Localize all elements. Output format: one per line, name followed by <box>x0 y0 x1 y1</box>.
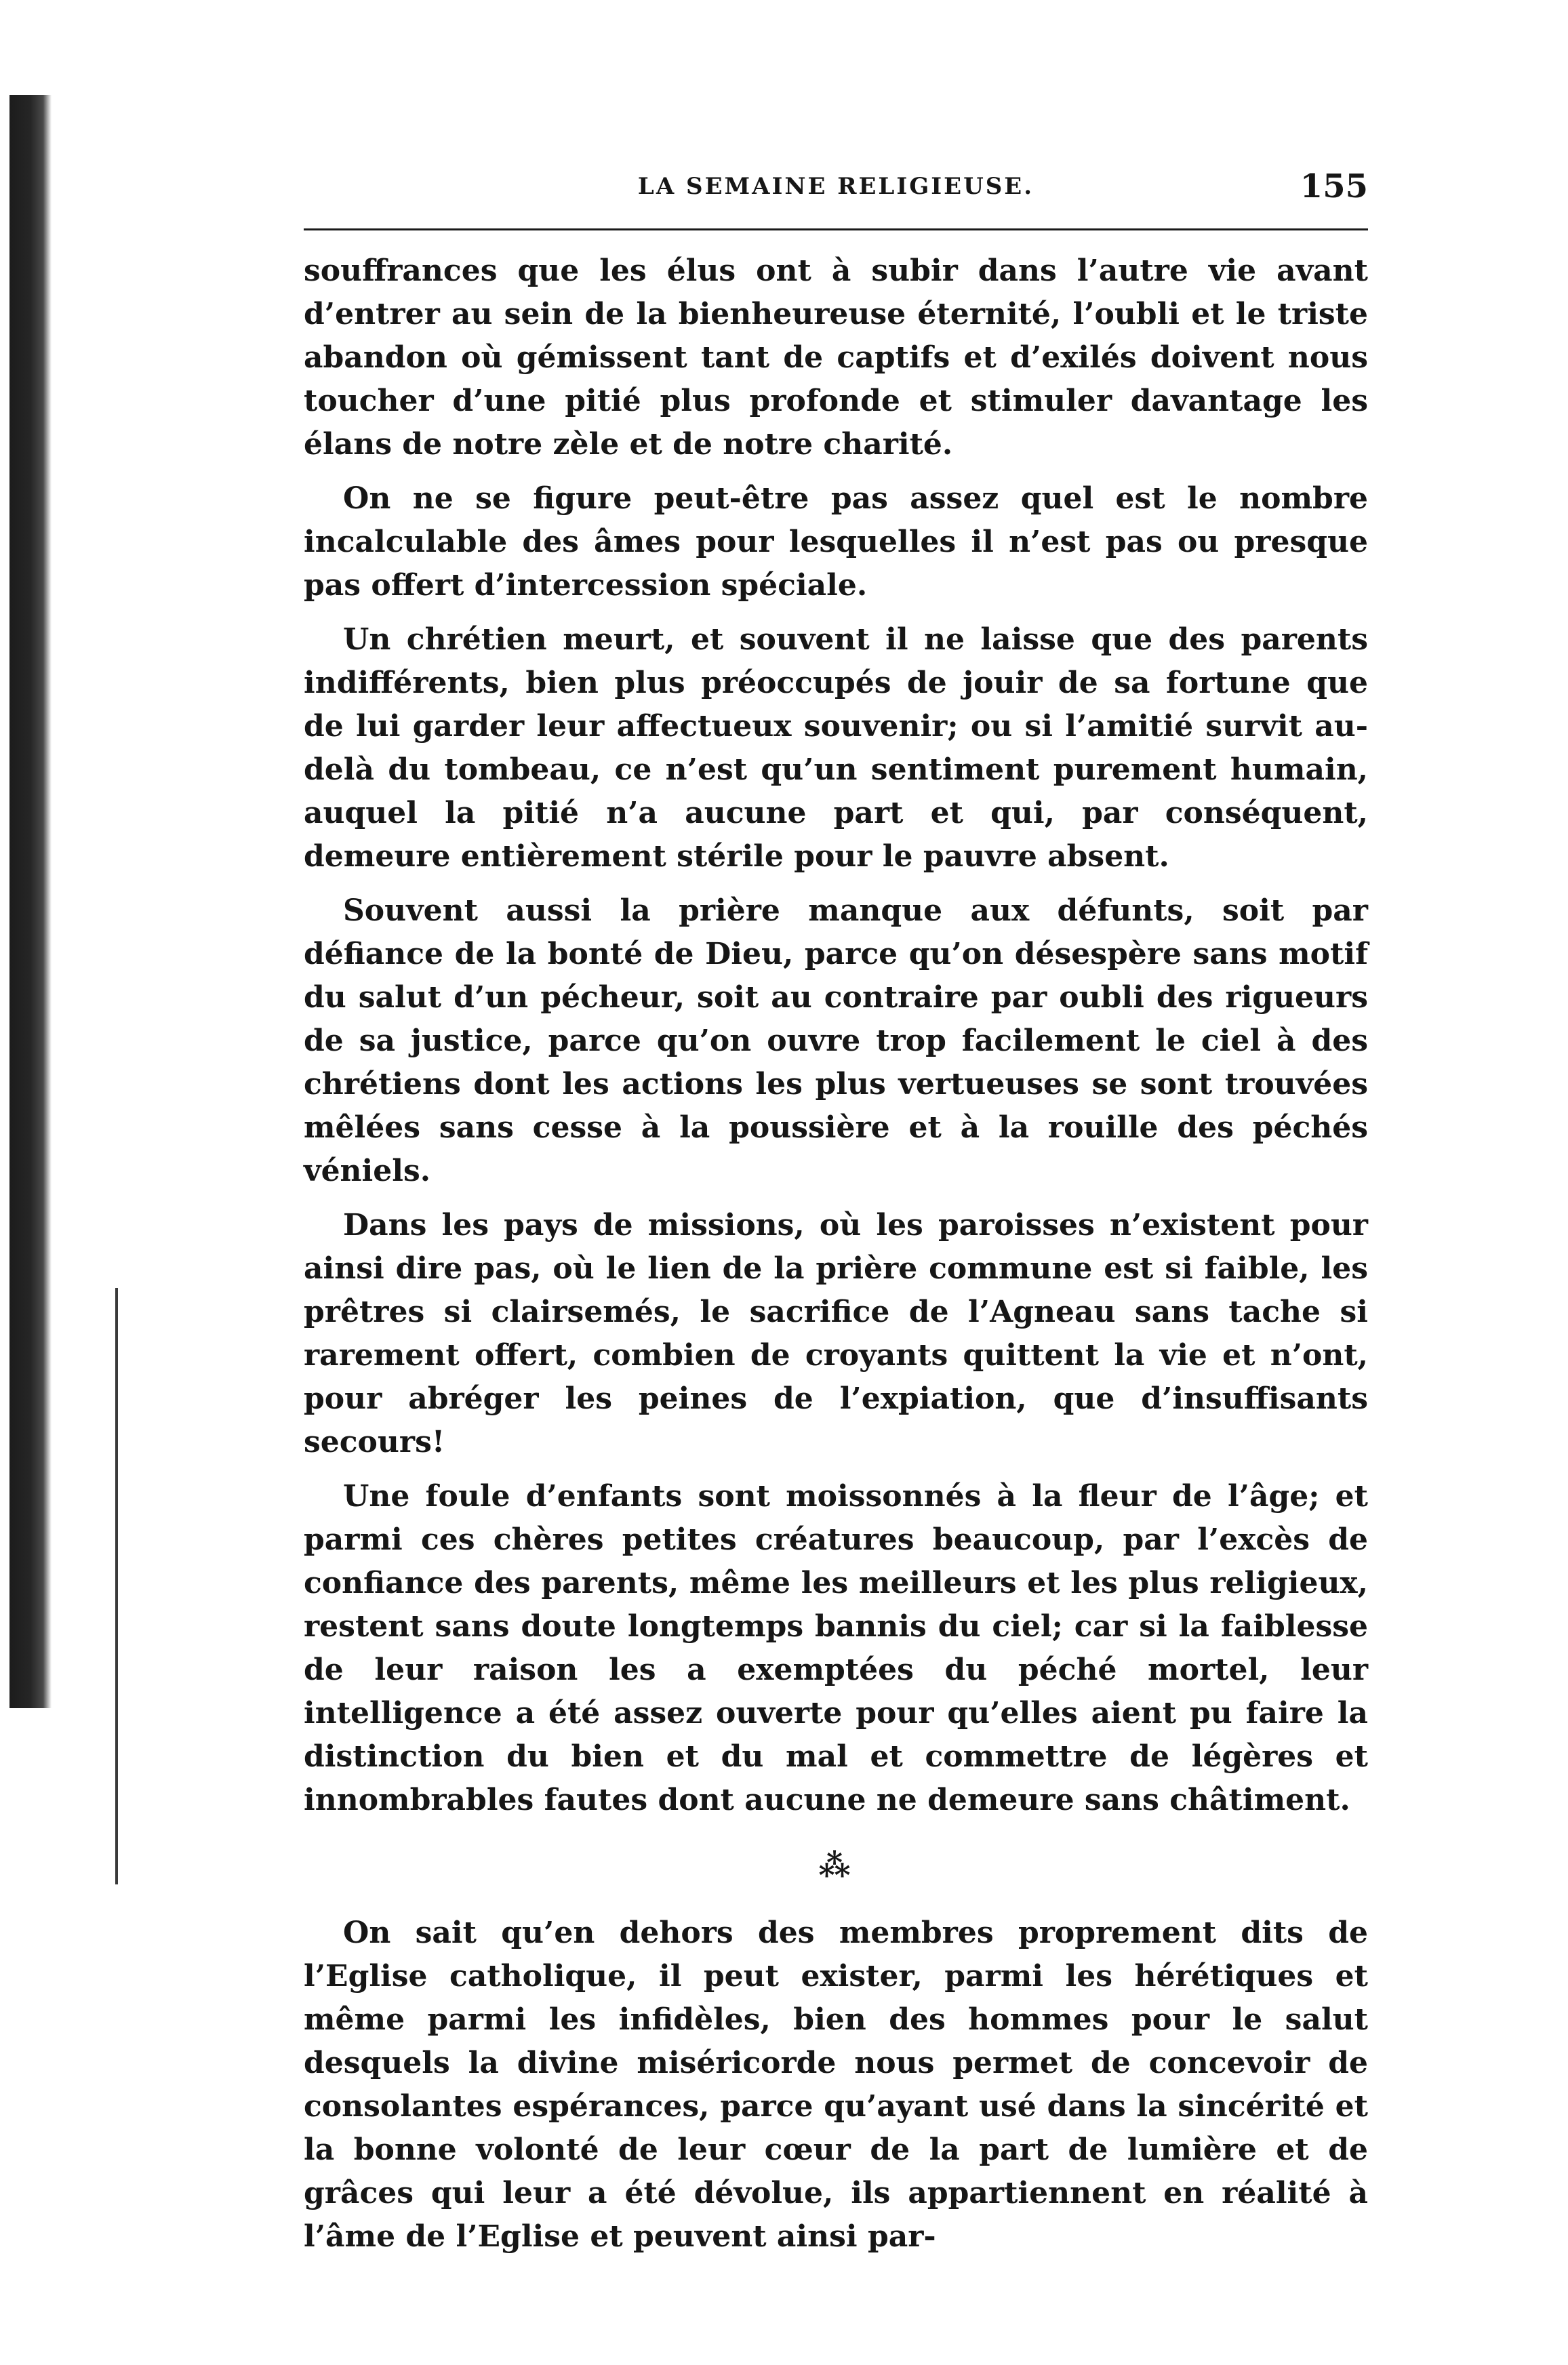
section-separator-asterism: ⁂ <box>818 1847 853 1884</box>
paragraph: Une foule d’enfants sont moissonnés à la fleur de l’âge; et parmi ces chères petites créatures beaucoup, par l’excès de confiance des parents, même les meilleurs et les plus religieux, restent sans doute longtemps bannis du ciel; car si la faiblesse de leur raison les a exemptées du péché mortel, leur intelligence a été assez ouverte pour qu’elles aient pu faire la distinction du bien et du mal et commettre de légères et innombrables fautes dont aucune ne demeure sans châtiment. <box>304 1479 1368 1817</box>
running-title: LA SEMAINE RELIGIEUSE. <box>637 173 1034 200</box>
page-number: 155 <box>1300 167 1368 205</box>
body-text <box>304 249 1368 2259</box>
paragraph-closing: On sait qu’en dehors des membres proprement dits de l’Eglise catholique, il peut exister, parmi les hérétiques et même parmi les infidèles, bien des hommes pour le salut desquels la divine miséricorde nous permet de concevoir de consolantes espérances, parce qu’ayant usé dans la sincérité et la bonne volonté de leur cœur de la part de lumière et de grâces qui leur a été dévolue, ils appartiennent en réalité à l’âme de l’Eglise et peuvent ainsi par- <box>304 1916 1368 2254</box>
binding-shadow-line <box>115 1288 118 1884</box>
book-binding-edge <box>9 95 52 1708</box>
header-rule <box>304 228 1368 230</box>
paragraph-continuation: souffrances que les élus ont à subir dans l’autre vie avant d’entrer au sein de la bienheureuse éternité, l’oubli et le triste abandon où gémissent tant de captifs et d’exilés doivent nous toucher d’une pitié plus profonde et stimuler davantage les élans de notre zèle et de notre charité. <box>304 254 1368 462</box>
paragraph: Un chrétien meurt, et souvent il ne laisse que des parents indifférents, bien plus préoccupés de jouir de sa fortune que de lui garder leur affectueux souvenir; ou si l’amitié survit au-delà du tombeau, ce n’est qu’un sentiment purement humain, auquel la pitié n’a aucune part et qui, par conséquent, demeure entièrement stérile pour le pauvre absent. <box>304 622 1368 874</box>
book-page <box>304 167 1368 2269</box>
running-head <box>304 167 1368 220</box>
paragraph: On ne se figure peut-être pas assez quel est le nombre incalculable des âmes pour lesquelles il n’est pas ou presque pas offert d’intercession spéciale. <box>304 481 1368 603</box>
paragraph: Souvent aussi la prière manque aux défunts, soit par défiance de la bonté de Dieu, parce qu’on désespère sans motif du salut d’un pécheur, soit au contraire par oubli des rigueurs de sa justice, parce qu’on ouvre trop facilement le ciel à des chrétiens dont les actions les plus vertueuses se sont trouvées mêlées sans cesse à la poussière et à la rouille des péchés véniels. <box>304 893 1368 1188</box>
paragraph: Dans les pays de missions, où les paroisses n’existent pour ainsi dire pas, où le lien de la prière commune est si faible, les prêtres si clairsemés, le sacrifice de l’Agneau sans tache si rarement offert, combien de croyants quittent la vie et n’ont, pour abréger les peines de l’expiation, que d’insuffisants secours! <box>304 1208 1368 1459</box>
